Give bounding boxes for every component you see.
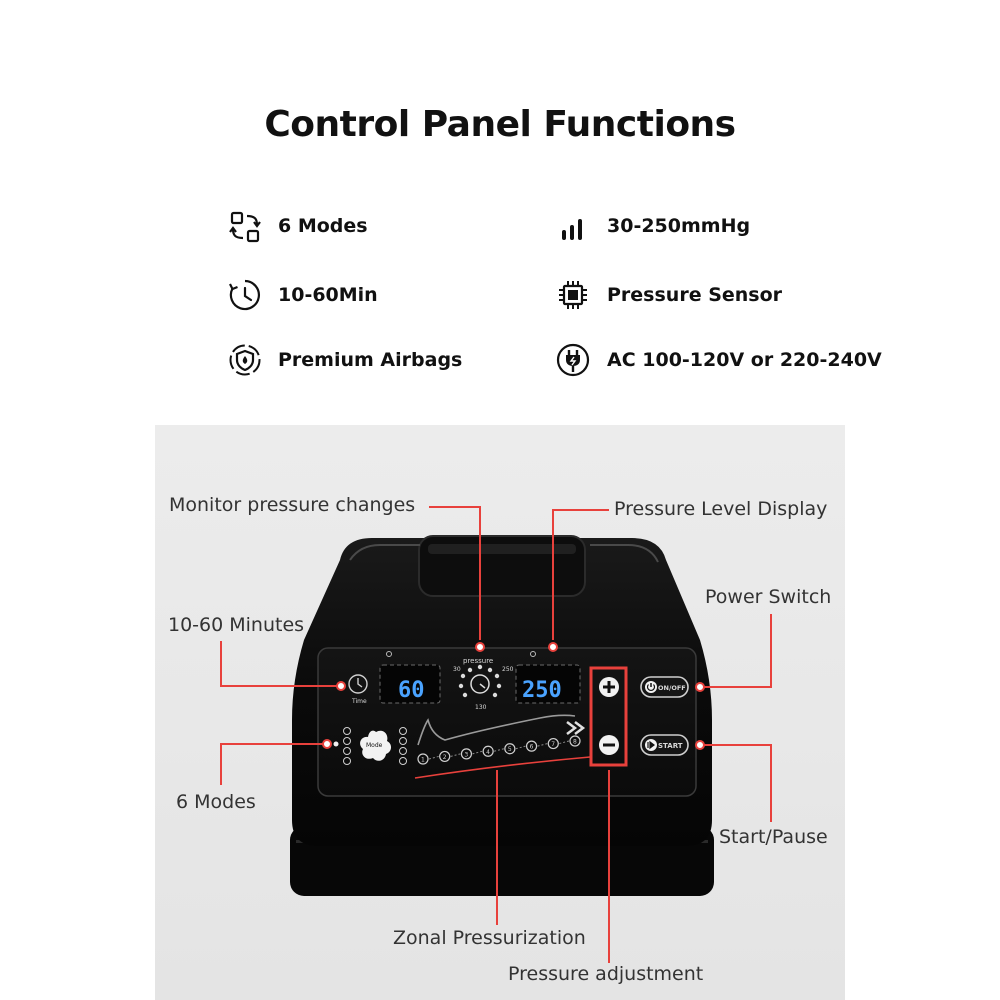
dial-min-label: 30 bbox=[453, 666, 461, 673]
onoff-button-label: ON/OFF bbox=[658, 684, 686, 692]
mode-button-label: Mode bbox=[366, 742, 383, 749]
onoff-button[interactable] bbox=[641, 677, 688, 697]
callout-start-pause: Start/Pause bbox=[719, 826, 828, 848]
chamber-number: 5 bbox=[507, 746, 512, 754]
plus-button[interactable] bbox=[599, 677, 619, 697]
callout-zonal: Zonal Pressurization bbox=[393, 927, 586, 949]
chamber-number: 3 bbox=[464, 751, 469, 759]
start-button[interactable] bbox=[641, 735, 688, 755]
feature-modes-label: 6 Modes bbox=[278, 215, 368, 237]
feature-power-label: AC 100-120V or 220-240V bbox=[607, 349, 882, 371]
callout-level-display: Pressure Level Display bbox=[614, 498, 828, 520]
pressure-dial-label: pressure bbox=[463, 657, 494, 665]
callout-power: Power Switch bbox=[705, 586, 832, 608]
dial-max-label: 250 bbox=[502, 666, 514, 673]
feature-sensor-label: Pressure Sensor bbox=[607, 284, 783, 306]
page-title: Control Panel Functions bbox=[264, 104, 736, 145]
callout-modes: 6 Modes bbox=[176, 791, 256, 813]
time-label: Time bbox=[352, 698, 367, 705]
minus-button[interactable] bbox=[599, 735, 619, 755]
chamber-number: 7 bbox=[551, 741, 556, 749]
callout-adjustment: Pressure adjustment bbox=[508, 963, 704, 985]
chamber-number: 2 bbox=[442, 753, 447, 761]
pressure-display-value: 250 bbox=[522, 678, 562, 703]
callout-monitor: Monitor pressure changes bbox=[169, 494, 416, 516]
dial-mid-label: 130 bbox=[475, 704, 487, 711]
start-button-label: START bbox=[658, 742, 683, 750]
chamber-number: 8 bbox=[573, 738, 577, 746]
chamber-number: 4 bbox=[486, 748, 490, 756]
chamber-number: 1 bbox=[421, 756, 425, 764]
feature-time-label: 10-60Min bbox=[278, 284, 378, 306]
time-display-value: 60 bbox=[398, 678, 425, 703]
chamber-number: 6 bbox=[529, 743, 534, 751]
callout-minutes: 10-60 Minutes bbox=[168, 614, 305, 636]
feature-pressure-range-label: 30-250mmHg bbox=[607, 215, 751, 237]
feature-airbags-label: Premium Airbags bbox=[278, 349, 463, 371]
